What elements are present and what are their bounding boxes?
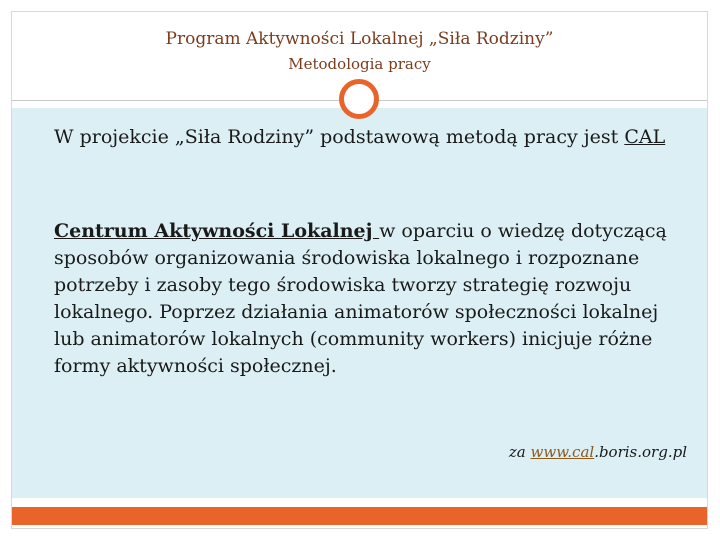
source-citation	[509, 443, 687, 461]
decorative-circle-icon	[339, 79, 379, 119]
cal-link[interactable]: CAL	[624, 126, 666, 148]
source-link[interactable]: www.cal	[530, 443, 595, 461]
source-prefix: za	[508, 443, 531, 461]
description-bold-heading: Centrum Aktywności Lokalnej	[54, 220, 380, 242]
intro-text: W projekcie „Siła Rodziny” podstawową metodą pracy jest	[54, 126, 625, 148]
intro-paragraph	[54, 124, 674, 151]
slide-title: Program Aktywności Lokalnej „Siła Rodziny”	[165, 29, 554, 49]
slide-subtitle: Metodologia pracy	[288, 55, 431, 73]
description-paragraph	[54, 218, 694, 380]
description-text: w oparciu o wiedzę dotyczącą sposobów organizowania środowiska lokalnego i rozpoznane potrzeby i zasoby tego środowiska tworzy strategię rozwoju lokalnego. Poprzez działania animatorów społeczności lokalnej lub animatorów lokalnych (community workers) inicjuje różne formy aktywności społecznej.	[54, 220, 667, 377]
source-suffix: .boris.org.pl	[594, 443, 687, 461]
bottom-accent-bar	[12, 507, 707, 525]
